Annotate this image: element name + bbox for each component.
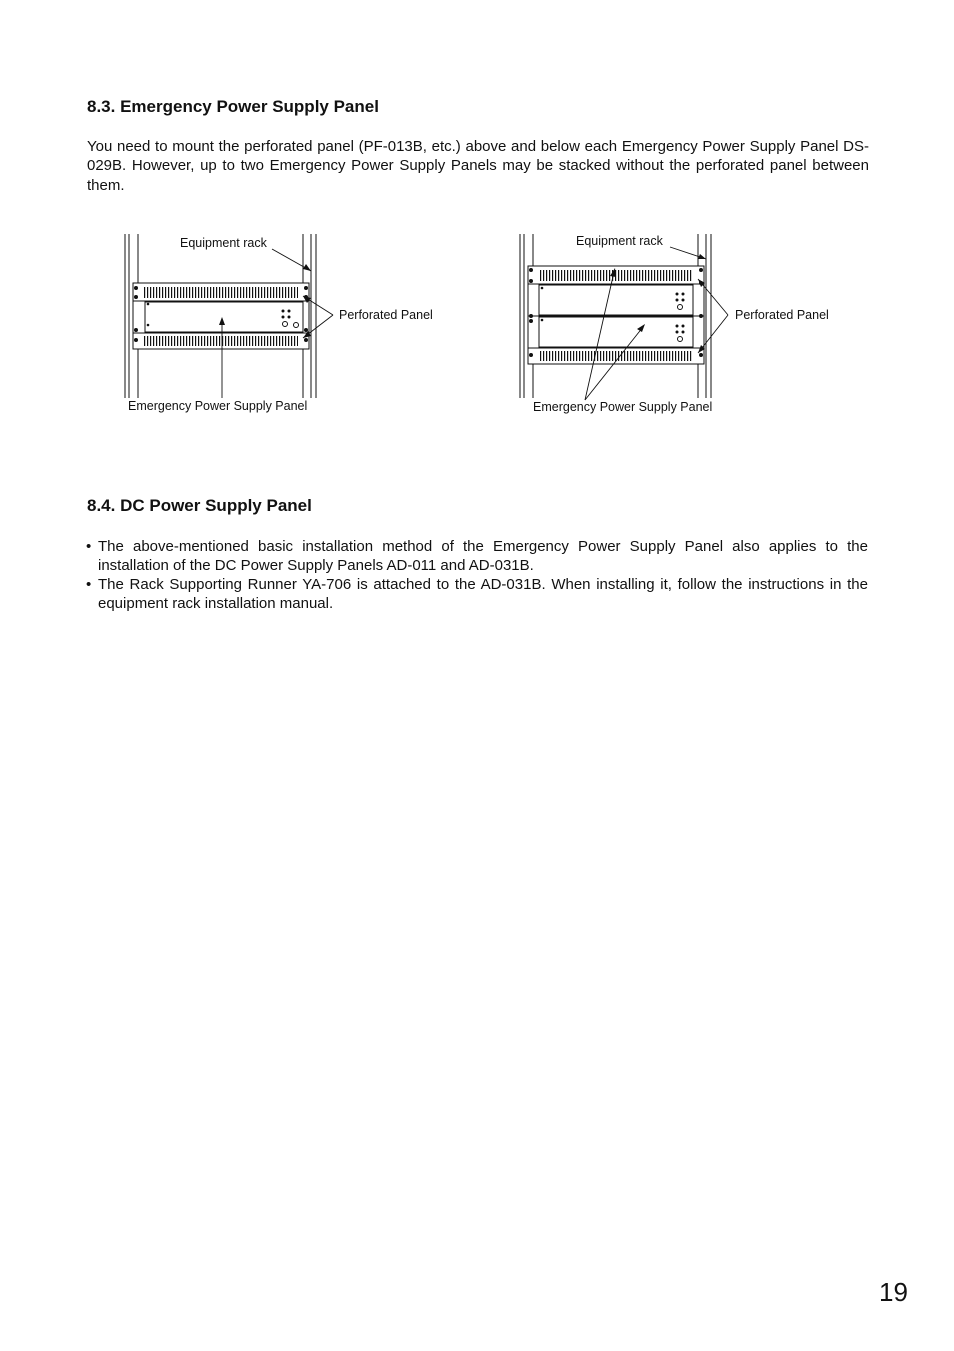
label-perforated-panel: Perforated Panel bbox=[735, 308, 829, 322]
label-equipment-rack: Equipment rack bbox=[180, 236, 267, 250]
section-paragraph: You need to mount the perforated panel (PF-013B, etc.) above and below each Emergency Power Supply Panel DS-029B. However, up to two Emergency Power Supply Panels may be stacked without the perforated panel between them. bbox=[87, 138, 869, 194]
page-number: 19 bbox=[879, 1277, 908, 1307]
section-heading-8-3: 8.3. Emergency Power Supply Panel bbox=[87, 97, 379, 116]
label-perforated-panel: Perforated Panel bbox=[339, 308, 433, 322]
label-equipment-rack: Equipment rack bbox=[576, 234, 663, 248]
bullet-marker: • bbox=[86, 538, 92, 555]
label-emergency-power-supply-panel: Emergency Power Supply Panel bbox=[533, 400, 713, 414]
list-item-text: The above-mentioned basic installation method of the Emergency Power Supply Panel also applies to the installation of the DC Power Supply Panels AD-011 and AD-031B. bbox=[98, 538, 868, 575]
label-emergency-power-supply-panel: Emergency Power Supply Panel bbox=[128, 399, 308, 413]
bullet-marker: • bbox=[86, 576, 92, 593]
list-item bbox=[86, 575, 868, 614]
list-item-text: The Rack Supporting Runner YA-706 is attached to the AD-031B. When installing it, follow the instructions in the equipment rack installation manual. bbox=[98, 576, 868, 613]
section-heading-8-4: 8.4. DC Power Supply Panel bbox=[87, 496, 312, 515]
list-item bbox=[86, 537, 868, 576]
